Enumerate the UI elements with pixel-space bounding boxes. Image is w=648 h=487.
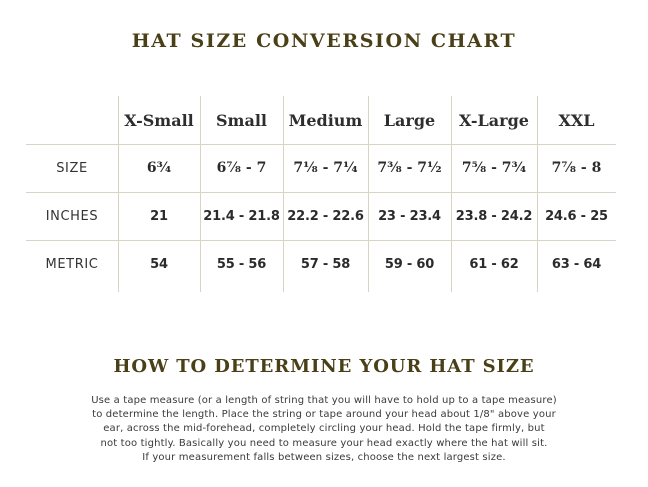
size-cell: 7³⁄₈ - 7¹⁄₂ xyxy=(377,160,442,176)
instruction-line: not too tightly. Basically you need to measure your head exactly where the hat will sit. xyxy=(100,437,548,449)
column-header-medium: Medium xyxy=(288,110,363,130)
instruction-line: If your measurement falls between sizes, choose the next largest size. xyxy=(142,451,506,463)
inches-cell: 23.8 - 24.2 xyxy=(455,208,533,224)
size-cell: 7⁵⁄₈ - 7³⁄₄ xyxy=(461,160,527,176)
how-to-instructions xyxy=(0,394,648,465)
metric-cell: 57 - 58 xyxy=(300,256,351,272)
column-header-xxl: XXL xyxy=(558,110,595,130)
how-to-title: HOW TO DETERMINE YOUR HAT SIZE xyxy=(113,356,535,377)
metric-cell: 61 - 62 xyxy=(469,256,519,272)
size-cell: 7⁷⁄₈ - 8 xyxy=(551,160,602,176)
metric-cell: 63 - 64 xyxy=(551,256,602,272)
instruction-line: ear, across the mid-forehead, completely circling your head. Hold the tape firmly, but xyxy=(103,423,545,435)
instruction-line: Use a tape measure (or a length of string that you will have to hold up to a tape measure) xyxy=(91,395,557,406)
size-cell: 6³⁄₄ xyxy=(146,160,172,176)
inches-cell: 21 xyxy=(150,208,168,224)
column-header-large: Large xyxy=(383,110,436,130)
inches-cell: 21.4 - 21.8 xyxy=(203,208,280,224)
inches-cell: 22.2 - 22.6 xyxy=(287,208,364,224)
row-label-metric: METRIC xyxy=(45,256,99,272)
column-header-x-large: X-Large xyxy=(459,110,529,130)
instruction-line: to determine the length. Place the string or tape around your head about 1/8" above your xyxy=(92,409,556,421)
size-cell: 7¹⁄₈ - 7¹⁄₄ xyxy=(293,160,358,176)
row-label-size: SIZE xyxy=(56,160,88,176)
size-conversion-table xyxy=(26,96,616,292)
metric-cell: 59 - 60 xyxy=(384,256,435,272)
chart-title: HAT SIZE CONVERSION CHART xyxy=(131,30,517,52)
metric-cell: 54 xyxy=(150,256,168,272)
column-header-small: Small xyxy=(215,110,267,130)
row-label-inches: INCHES xyxy=(45,208,99,224)
size-cell: 6⁷⁄₈ - 7 xyxy=(216,160,267,176)
column-header-x-small: X-Small xyxy=(124,110,194,130)
inches-cell: 23 - 23.4 xyxy=(378,208,441,224)
inches-cell: 24.6 - 25 xyxy=(545,208,608,224)
metric-cell: 55 - 56 xyxy=(216,256,267,272)
